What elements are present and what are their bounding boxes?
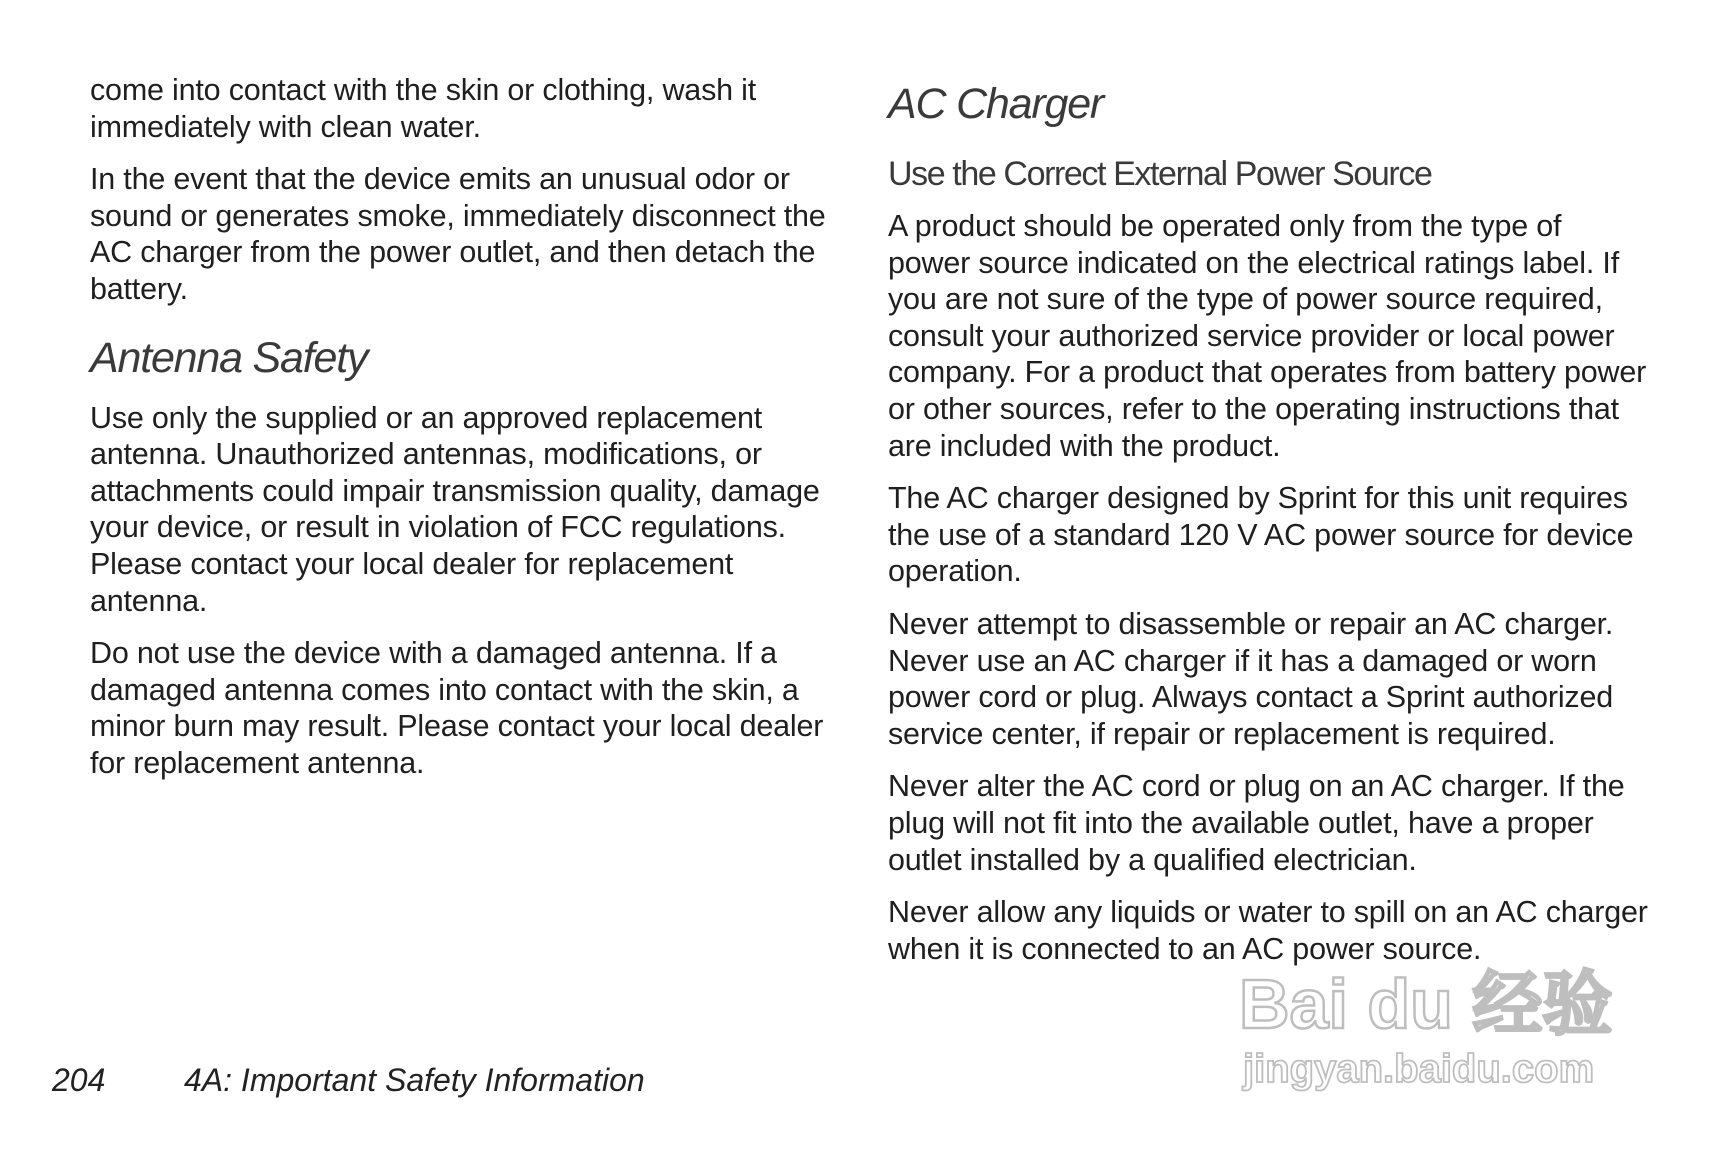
body-paragraph: Use only the supplied or an approved replacement antenna. Unauthorized antennas, modifications, or attachments could impair transmission quality, damage your device, or result in violation of FCC regulations. Please contact your local dealer for replacement antenna. [90,400,820,618]
body-paragraph: Never attempt to disassemble or repair an AC charger. Never use an AC charger if it has a damaged or worn power cord or plug. Always contact a Sprint authorized service center, if repair or replacement is required. [888,606,1614,751]
watermark-brand: Bai du 经验 [1239,965,1613,1043]
ac-charger-heading: AC Charger [888,80,1104,128]
body-paragraph: Never alter the AC cord or plug on an AC charger. If the plug will not fit into the available outlet, have a proper outlet installed by a qualified electrician. [888,769,1625,877]
watermark-url: jingyan.baidu.com [1243,1047,1595,1091]
body-paragraph: The AC charger designed by Sprint for this unit requires the use of a standard 120 V AC power source for device operation. [888,481,1634,589]
right-column [888,72,1648,983]
page-number: 204 [52,1062,106,1098]
body-paragraph: Do not use the device with a damaged antenna. If a damaged antenna comes into contact with the skin, a minor burn may result. Please contact your local dealer for replacement antenna. [90,636,824,780]
body-paragraph: In the event that the device emits an unusual odor or sound or generates smoke, immediately disconnect the AC charger from the power outlet, and then detach the battery. [90,162,826,306]
body-paragraph: come into contact with the skin or clothing, wash it immediately with clean water. [90,73,757,144]
power-source-subheading: Use the Correct External Power Source [888,155,1432,193]
section-title: 4A: Important Safety Information [184,1062,645,1098]
left-column [90,72,850,798]
body-paragraph: Never allow any liquids or water to spill on an AC charger when it is connected to an AC power source. [888,895,1648,966]
body-paragraph: A product should be operated only from the type of power source indicated on the electrical ratings label. If you are not sure of the type of power source required, consult your authorized service provider or local power company. For a product that operates from battery power or other sources, refer to the operating instructions that are included with the product. [888,209,1647,463]
antenna-safety-heading: Antenna Safety [90,333,368,382]
page-footer [52,1060,645,1100]
